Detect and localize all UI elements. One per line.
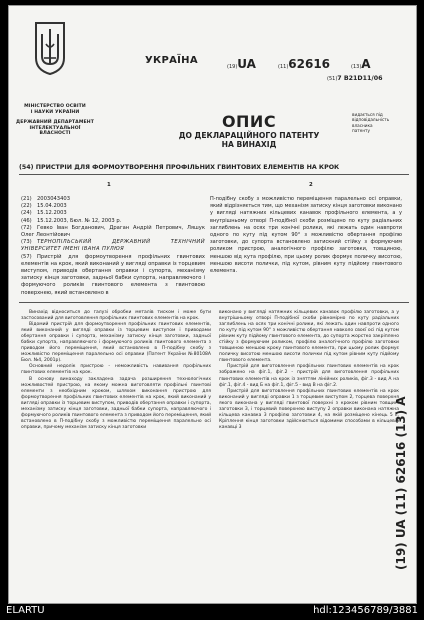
biblio-value: 2003043403 <box>37 196 71 202</box>
divider <box>19 302 409 303</box>
inid-code: (46) <box>21 217 32 224</box>
ministry-line: І НАУКИ УКРАЇНИ <box>30 109 80 115</box>
footer-bar <box>0 602 424 620</box>
biblio-value: 15.04.2003 <box>37 203 67 210</box>
inid-13: (13) <box>351 64 362 70</box>
patent-number <box>278 53 330 72</box>
invention-name: ПРИСТРІЙ ДЛЯ ФОРМОУТВОРЕННЯ ПРОФІЛЬНИХ ГВИНТОВИХ ЕЛЕМЕНТІВ НА КРОК <box>35 164 340 171</box>
inid-54: (54) <box>19 164 34 171</box>
paragraph: Пристрій для виготовлення профільних гвинтових елементів на крок зображено на фіг.1, фіг.2 - пристрій для виготовлення профільних гвинтових елементів на крок із зняттям лінійних роликів, фіг.3 - вид А на фіг.1, фіг.4 - вид Б на фіг.1, фіг.5 - вид В на фіг.2. <box>219 364 399 388</box>
ministry-line: ДЕРЖАВНИЙ ДЕПАРТАМЕНТ <box>16 120 94 126</box>
paragraph: Основний недолік пристрою - неможливість навивання профільних гвинтових елементів на крок. <box>21 364 211 376</box>
classification <box>327 75 382 82</box>
title-line: НА ВИНАХІД <box>221 140 277 149</box>
country-code-value: UA <box>237 57 256 71</box>
coat-of-arms-icon <box>33 20 67 76</box>
description-left-column <box>21 310 211 431</box>
column-number-left: 1 <box>107 182 111 188</box>
ministry-line: ВЛАСНОСТІ <box>39 131 71 137</box>
country-name: УКРАЇНА <box>145 55 198 66</box>
inid-code: (73) <box>21 239 32 246</box>
biblio-value: Гевко Іван Богданович, Драган Андрій Петрович, Ляшук Олег Леонтійович <box>21 224 205 239</box>
vertical-patent-code <box>392 342 410 572</box>
inid-11: (11) <box>278 64 289 70</box>
note-line: відповідальність <box>352 117 390 123</box>
note-line: патенту <box>352 128 370 134</box>
footer-handle: hdl:123456789/3881 <box>313 605 418 616</box>
abstract-left <box>21 254 205 297</box>
paragraph: виконано у вигляді натяжних кільцевих канавок профілю заготовки, а у внутрішньому отворі П-подібної скоби рівномірно по куту радіальних заглиблень на осях три конічні ролики, які лежать один навпроти одного по куту під кутом 90° з можливістю обертання навколо своєї осі під кутом рівним куту підйому гвинтового елемента, до супорта жорстко закріплено стійку з формуючим роликом, профілю аналогічного профілю заготовки товщиною меншою кроку гвинтового елемента, при цьому ролик формує поличку висотою меншою висоти полички під кутом рівним куту підйому гвинтового елемента. <box>219 310 399 364</box>
biblio-row <box>21 239 205 253</box>
bibliographic-data <box>21 196 205 297</box>
note-line: власника <box>352 122 373 128</box>
description-right-column <box>219 310 399 431</box>
biblio-row <box>21 218 205 225</box>
paragraph: Пристрій для виготовлення профільних гвинтових елементів на крок виконаний у вигляді оправки 1 з торцевим виступом 2, торцева поверхня якого виконана у вигляді гвинтової поверхні з кроком рівним товщині заготовки 3, і торцевий поверхнею виступу 2 оправки виконана натяжна кільцева канавка 3 профілю заготовки 4, на якій розміщено кінець 5 її. Кріплення кінця заготовки здійснюється відомими способами в кільцевій канавці 3 <box>219 388 399 430</box>
document-title <box>149 112 349 149</box>
biblio-row <box>21 196 205 203</box>
abstract-right <box>210 196 402 275</box>
inid-19: (19) <box>227 64 238 70</box>
inid-code: (72) <box>21 224 32 231</box>
invention-title <box>19 164 411 171</box>
abstract-text: П-подібну скобу з можливістю переміщення паралельно осі оправки, який відрізняється тим, що механізм затиску кінця заготовки виконано у вигляді натяжних кільцевих канавок профільного елемента, а у внутрішньому отворі П-подібної скоби розміщено по куту радіальних заглиблень на осях три конічні ролики, які лежать один навпроти одного по куту під кутом 90° з можливістю обертання профілю заготовки, до супорта встановлено затискний стійку з формуючим роликом пристрою, аналогічного профілю заготовки, товщиною, меншою від кута профілю, при цьому ролик формує поличку висотою, меншою висоти полички, під кутом, рівним куту підйому гвинтового елемента. <box>210 196 402 275</box>
divider <box>19 174 409 175</box>
footer-source: ELARTU <box>6 605 45 616</box>
paragraph: Винахід відноситься до галузі обробки металів тиском і може бути застосований для виготовлення профільних гвинтових елементів на крок. <box>21 310 211 322</box>
kind-code <box>351 53 371 72</box>
ministry-line: ІНТЕЛЕКТУАЛЬНОЇ <box>29 125 81 131</box>
inid-code: (21) <box>21 196 32 202</box>
ministry-block <box>15 104 95 137</box>
biblio-row <box>21 203 205 210</box>
inid-57: (57) <box>21 253 32 260</box>
note-line: видається під <box>352 112 383 117</box>
publication-note <box>352 112 412 134</box>
ministry-line: МІНІСТЕРСТВО ОСВІТИ <box>24 104 86 109</box>
inid-code: (24) <box>21 210 32 217</box>
country-code <box>227 53 256 72</box>
inid-51: (51) <box>327 76 338 82</box>
paragraph: Відомий пристрій для формоутворення профільних гвинтових елементів, який виконаний у вигляді оправки із торцевим виступом і приводами обертання оправки і супорта, механізму затиску кінця заготовки, задньої бабки супорта, направляючого і формуючого роликів гвинтового елемента з приводом його переміщення, який встановлено в П-подібну скобу з можливістю переміщення паралельно осі оправки (Патент України №80108А Бюл. №4, 2001р). <box>21 322 211 364</box>
title-line: ДО ДЕКЛАРАЦІЙНОГО ПАТЕНТУ <box>178 131 320 140</box>
patent-page <box>8 5 417 604</box>
abstract-text: Пристрій для формоутворення профільних гвинтових елементів на крок, який виконаний у вигляді оправки із торцевим виступом, приводів обертання оправки і супорта, механізму затиску кінця заготовки, задньої бабки супорта, направляючого і формуючого роликів гвинтового елемента з гвинтовою поверхнею, який встановлено в <box>21 253 205 296</box>
biblio-value: 15.12.2003, Бюл. № 12, 2003 р. <box>37 217 122 224</box>
biblio-value: 15.12.2003 <box>37 210 67 217</box>
inid-code: (22) <box>21 203 32 210</box>
biblio-row <box>21 225 205 239</box>
biblio-row <box>21 210 205 217</box>
kind-code-value: A <box>361 57 371 71</box>
title-word: ОПИС <box>221 112 277 131</box>
classification-value: 7 B21D11/06 <box>337 75 383 82</box>
patent-number-value: 62616 <box>288 57 331 71</box>
column-number-right: 2 <box>309 182 313 188</box>
paragraph: В основу винаходу закладена задача розширення технологічних можливостей пристрою, на якому можна виготовляти профільні гвинтові елементи з необхідним кроком, шляхом виконання пристрою для формоутворення профільних гвинтових елементів на крок, який виконаний у вигляді оправки із торцевим виступом, приводів обертання оправки і супорта, механізму затиску кінця заготовки, задньої бабки супорта, направляючого і формуючого роликів гвинтового елемента з приводом його переміщення, який встановлено в П-подібну скобу з можливістю переміщення паралельно осі оправки, причому механізм затиску кінця заготовки <box>21 376 211 430</box>
biblio-value: ТЕРНОПІЛЬСЬКИЙ ДЕРЖАВНИЙ ТЕХНІЧНИЙ УНІВЕРСИТЕТ ІМЕНІ ІВАНА ПУЛЮЯ <box>21 239 205 253</box>
vertical-code-text: (19) UA (11) 62616 (13) A <box>394 396 408 570</box>
